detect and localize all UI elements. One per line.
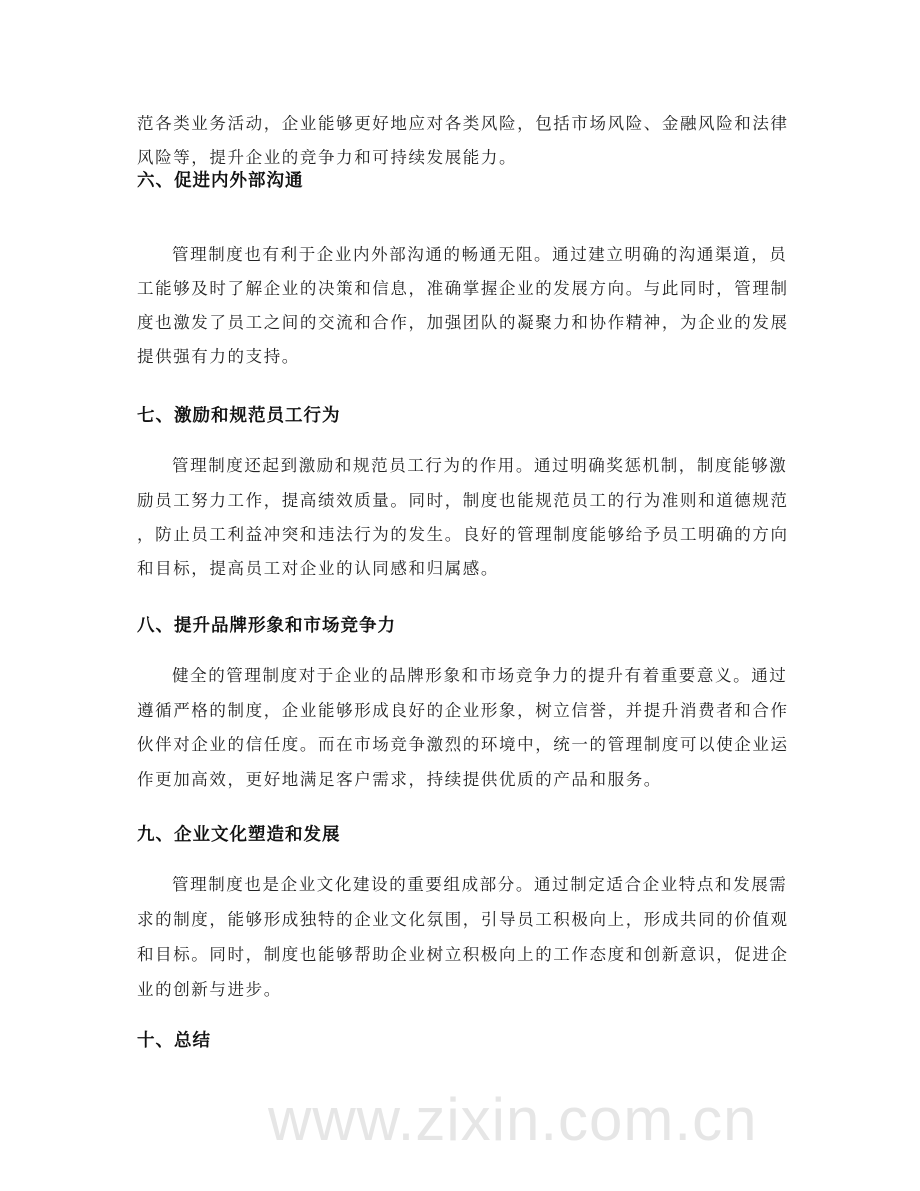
text-line: 和目标。同时，制度也能够帮助企业树立积极向上的工作态度和创新意识，促进企 — [137, 945, 789, 964]
text-line: 求的制度，能够形成独特的企业文化氛围，引导员工积极向上，形成共同的价值观 — [137, 910, 789, 929]
section-heading: 七、激励和规范员工行为 — [137, 406, 341, 426]
text-line: 工能够及时了解企业的决策和信息，准确掌握企业的发展方向。与此同时，管理制 — [137, 279, 789, 298]
watermark: www.zixin.com.cn — [268, 1086, 758, 1153]
text-line: 管理制度也有利于企业内外部沟通的畅通无阻。通过建立明确的沟通渠道，员 — [172, 245, 788, 264]
text-line: 健全的管理制度对于企业的品牌形象和市场竞争力的提升有着重要意义。通过 — [172, 666, 788, 685]
text-line: 和目标，提高员工对企业的认同感和归属感。 — [137, 559, 499, 578]
section-heading: 八、提升品牌形象和市场竞争力 — [137, 616, 396, 636]
text-line: ，防止员工利益冲突和违法行为的发生。良好的管理制度能够给予员工明确的方向 — [137, 525, 789, 544]
text-line: 业的创新与进步。 — [137, 980, 282, 999]
text-line: 伙伴对企业的信任度。而在市场竞争激烈的环境中，统一的管理制度可以使企业运 — [137, 735, 789, 754]
text-line: 度也激发了员工之间的交流和合作，加强团队的凝聚力和协作精神，为企业的发展 — [137, 313, 789, 332]
text-line: 励员工努力工作，提高绩效质量。同时，制度也能规范员工的行为准则和道德规范 — [137, 491, 789, 510]
text-line: 范各类业务活动，企业能够更好地应对各类风险，包括市场风险、金融风险和法律 — [137, 114, 789, 133]
text-line: 提供强有力的支持。 — [137, 347, 300, 366]
text-line: 遵循严格的制度，企业能够形成良好的企业形象，树立信誉，并提升消费者和合作 — [137, 701, 789, 720]
text-line: 管理制度还起到激励和规范员工行为的作用。通过明确奖惩机制，制度能够激 — [172, 456, 788, 475]
text-line: 作更加高效，更好地满足客户需求，持续提供优质的产品和服务。 — [137, 770, 662, 789]
section-heading: 九、企业文化塑造和发展 — [137, 825, 341, 845]
text-line: 管理制度也是企业文化建设的重要组成部分。通过制定适合企业特点和发展需 — [172, 875, 788, 894]
section-heading: 六、促进内外部沟通 — [137, 171, 304, 191]
text-line: 风险等，提升企业的竞争力和可持续发展能力。 — [137, 148, 518, 167]
section-heading: 十、总结 — [137, 1031, 211, 1051]
